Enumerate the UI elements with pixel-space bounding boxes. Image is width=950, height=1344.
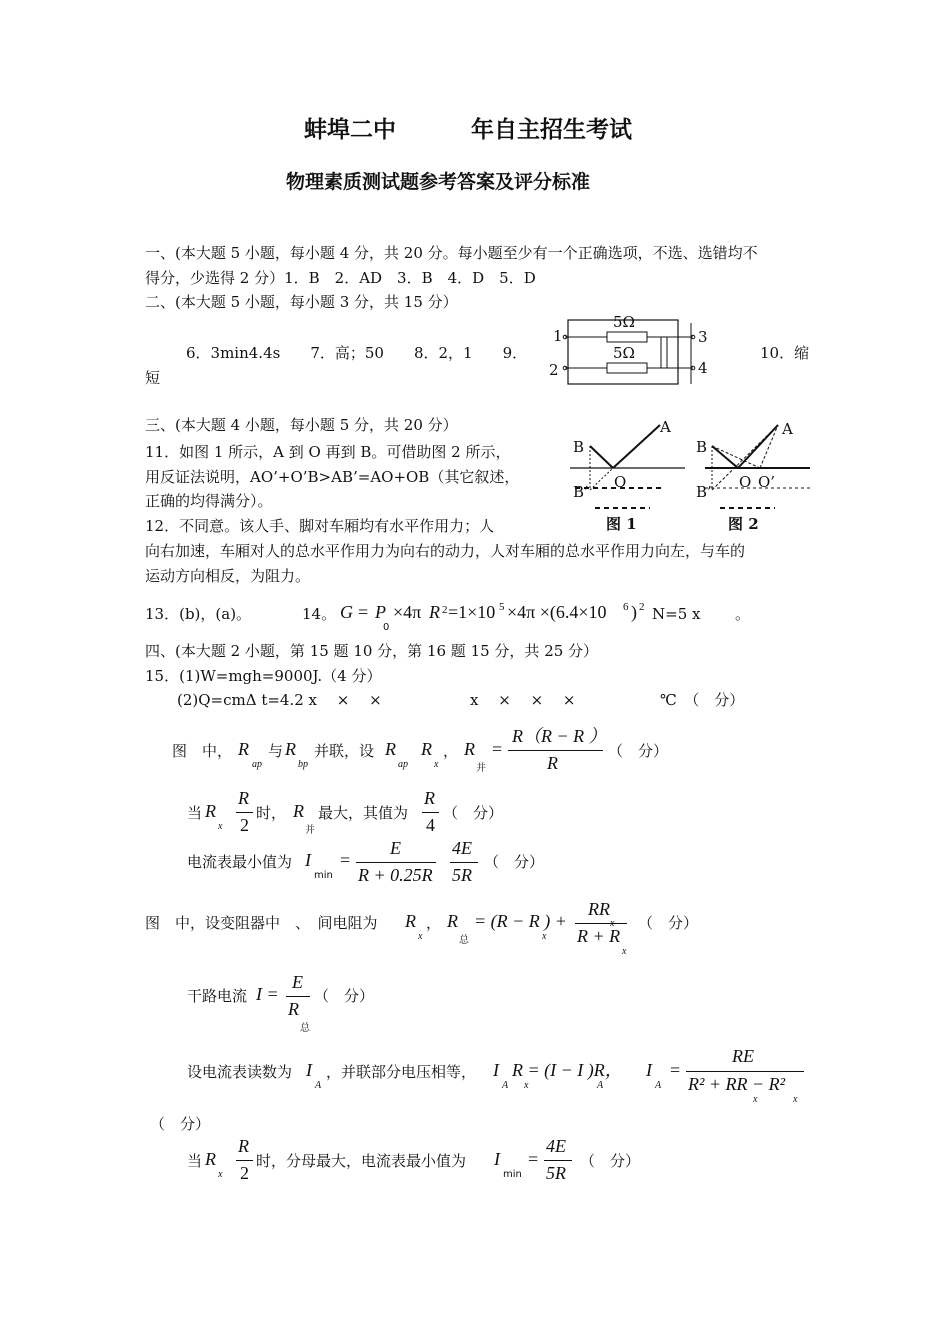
f3-eq: = xyxy=(340,850,351,870)
f6-sub-A: A xyxy=(315,1080,322,1091)
f6-sub-x2: x xyxy=(753,1094,758,1105)
f2-den: 2 xyxy=(240,815,249,835)
s4-header: 四、(本大题 2 小题，第 15 题 10 分，第 16 题 15 分，共 25 分） xyxy=(145,642,599,660)
q14-eq2: =1×10 xyxy=(448,602,496,622)
f7-num2: 4E xyxy=(546,1136,566,1156)
q13-answer: 13．(b)，(a)。 xyxy=(145,605,252,623)
f1-score: （ 分） xyxy=(608,742,669,760)
f6-num: RE xyxy=(732,1046,754,1066)
q14-R: R xyxy=(429,602,440,622)
f5-lead: 干路电流 xyxy=(187,987,248,1005)
s3-header: 三、(本大题 4 小题，每小题 5 分，共 20 分） xyxy=(145,416,458,434)
circuit-terminal-4: 4 xyxy=(698,359,708,377)
f1-sub-bing: 并 xyxy=(476,763,486,774)
circuit-r-top: 5Ω xyxy=(613,313,635,331)
f2-mid: 时， xyxy=(256,804,287,822)
q14-num: 14。 xyxy=(302,605,337,623)
f3-score: （ 分） xyxy=(484,853,545,871)
fig2-label-B: B xyxy=(696,438,708,456)
f4-eq: = (R − R ) + xyxy=(474,911,567,931)
f3-lead: 电流表最小值为 xyxy=(187,853,293,871)
fig2-label-Bprime: B’ xyxy=(696,483,712,501)
f4-R: R xyxy=(405,911,416,931)
s1-line2: 得分，少选得 2 分）1．B 2．AD 3．B 4．D 5．D xyxy=(145,269,536,287)
s1-line1: 一、(本大题 5 小题，每小题 4 分，共 20 分。每小题至少有一个正确选项，不选、选错均不 xyxy=(145,244,758,262)
f1-sub-ap: ap xyxy=(252,759,262,770)
f3-sub-min: min xyxy=(314,870,333,881)
f7-fraction-bar xyxy=(236,1160,253,1161)
circuit-terminal-2: 2 xyxy=(549,361,559,379)
fig1-label-A: A xyxy=(660,418,671,436)
q11-line2: 用反证法说明，AO’+O’B>AB’=AO+OB（其它叙述， xyxy=(145,468,520,486)
fig2-label-O: O xyxy=(739,473,752,491)
f6-expr: R = (I − I )R， xyxy=(512,1060,623,1080)
fig1-caption: 图 1 xyxy=(606,515,637,533)
f3-I: I xyxy=(305,850,311,870)
q12-line1: 12．不同意。该人手、脚对车厢均有水平作用力；人 xyxy=(145,517,495,535)
f5-den: R xyxy=(288,999,299,1019)
f2-num: R xyxy=(238,788,249,808)
f7-sub-x: x xyxy=(218,1169,223,1180)
q11-line1: 11．如图 1 所示，A 到 O 再到 B。可借助图 2 所示， xyxy=(145,443,511,461)
f3-num: E xyxy=(390,838,401,858)
q14-P: P xyxy=(375,602,386,622)
f3-den: R + 0.25R xyxy=(358,865,433,885)
f1-eq: = xyxy=(492,739,503,759)
f1-num: R（R − R ） xyxy=(512,726,607,746)
f2-sub-bing: 并 xyxy=(305,825,315,836)
f6-I: I xyxy=(306,1060,312,1080)
q15-part2b: x × × × xyxy=(470,691,576,709)
fig1-label-B: B xyxy=(573,438,585,456)
q10-part1: 10．缩 xyxy=(760,344,810,362)
circuit-terminal-1: 1 xyxy=(553,327,563,345)
f4-sub-x: x xyxy=(418,931,423,942)
q15-part2a: (2)Q=cmΔ t=4.2 x × × xyxy=(177,691,382,709)
f4-comma: ， xyxy=(426,914,442,932)
q14-dot: 。 xyxy=(735,605,751,623)
f1-sub-x: x xyxy=(434,759,439,770)
q14-eq: = xyxy=(358,602,369,622)
f7-mid: 时，分母最大，电流表最小值为 xyxy=(256,1152,467,1170)
fig2-caption: 图 2 xyxy=(728,515,759,533)
f1-comma: ， xyxy=(443,742,459,760)
f5-fraction-bar xyxy=(286,996,310,997)
q11-line3: 正确的均得满分）。 xyxy=(145,492,273,510)
f4-sub-x4: x xyxy=(622,946,627,957)
fig1-label-Bprime: B’ xyxy=(573,483,589,501)
f7-R: R xyxy=(205,1149,216,1169)
s2-answers: 6．3min4.4s 7．高；50 8．2，1 9． xyxy=(186,344,528,362)
f3-fraction-bar xyxy=(356,862,436,863)
f2-mid2: 最大，其值为 xyxy=(318,804,409,822)
f6-lead: 设电流表读数为 xyxy=(187,1063,293,1081)
f3-num2: 4E xyxy=(452,838,472,858)
f1-R-ap2: R xyxy=(385,739,396,759)
q15-part2c: ℃ （ 分） xyxy=(660,691,745,709)
f1-bl: 并联，设 xyxy=(314,742,375,760)
q14-times2: ×4π ×(6.4×10 xyxy=(507,602,607,622)
f4-R-zong: R xyxy=(447,911,458,931)
f1-R-bing: R xyxy=(464,739,475,759)
f4-score: （ 分） xyxy=(638,914,699,932)
title-exam: 年自主招生考试 xyxy=(471,117,632,143)
q14-exp2: 2 xyxy=(442,604,448,616)
f1-fraction-bar xyxy=(508,750,603,751)
q14-tail: N=5 x xyxy=(652,605,701,623)
q12-line2: 向右加速，车厢对人的总水平作用力为向右的动力，人对车厢的总水平作用力向左，与车的 xyxy=(145,542,746,560)
f1-sub-bp: bp xyxy=(298,759,308,770)
f2-R-bing: R xyxy=(293,801,304,821)
q14-P-sub: 0 xyxy=(383,622,390,633)
f4-fraction-bar xyxy=(575,923,627,924)
f6-sub-A4: A xyxy=(655,1080,662,1091)
f3-den2: 5R xyxy=(452,865,472,885)
f7-fraction-bar2 xyxy=(544,1160,572,1161)
f1-R-ap: R xyxy=(238,739,249,759)
f6-sub-x3: x xyxy=(793,1094,798,1105)
q14-exp2b: 2 xyxy=(639,601,645,613)
q14-times1: ×4π xyxy=(393,602,422,622)
fig2-label-A: A xyxy=(782,420,793,438)
f5-I: I = xyxy=(256,984,279,1004)
f7-num: R xyxy=(238,1136,249,1156)
f6-eq: = xyxy=(670,1060,681,1080)
subtitle: 物理素质测试题参考答案及评分标准 xyxy=(286,171,591,193)
f4-sub-zong: 总 xyxy=(459,935,469,946)
f6-sub-x: x xyxy=(524,1080,529,1091)
f6-sub-A3: A xyxy=(597,1080,604,1091)
f2-R: R xyxy=(205,801,216,821)
q14-close: ) xyxy=(631,602,637,622)
f5-sub-zong: 总 xyxy=(300,1023,310,1034)
f2-score: （ 分） xyxy=(443,804,504,822)
fig1-label-O: O xyxy=(614,473,627,491)
f1-den: R xyxy=(547,753,558,773)
f4-num: RR xyxy=(588,899,610,919)
q14-exp6: 6 xyxy=(623,601,629,613)
f4-lead: 图 中，设变阻器中 、 间电阻为 xyxy=(145,914,378,932)
q15-part1: 15．(1)W=mgh=9000J.（4 分） xyxy=(145,667,382,685)
f6-score: （ 分） xyxy=(150,1115,211,1133)
s2-header: 二、(本大题 5 小题，每小题 3 分，共 15 分） xyxy=(145,293,458,311)
f6-I2: I xyxy=(493,1060,499,1080)
f2-den2: 4 xyxy=(426,815,435,835)
f1-yu: 与 xyxy=(268,742,284,760)
f2-num2: R xyxy=(424,788,435,808)
f2-fraction-bar2 xyxy=(422,812,439,813)
figure-2 xyxy=(700,420,815,515)
f4-den: R + R xyxy=(577,926,621,946)
f5-score: （ 分） xyxy=(314,987,375,1005)
f2-fraction-bar xyxy=(236,812,253,813)
f1-lead: 图 中， xyxy=(172,742,233,760)
f1-R-bp: R xyxy=(285,739,296,759)
f7-I: I xyxy=(494,1149,500,1169)
circuit-r-bottom: 5Ω xyxy=(613,344,635,362)
f7-sub-min: min xyxy=(503,1169,522,1180)
f1-sub-ap2: ap xyxy=(398,759,408,770)
circuit-terminal-3: 3 xyxy=(698,328,708,346)
f5-num: E xyxy=(292,972,303,992)
f6-fraction-bar xyxy=(686,1071,804,1072)
f7-den: 2 xyxy=(240,1163,249,1183)
f2-lead: 当 xyxy=(187,804,203,822)
f3-fraction-bar2 xyxy=(450,862,478,863)
q14-G: G xyxy=(340,602,353,622)
f2-sub-x: x xyxy=(218,821,223,832)
f7-lead: 当 xyxy=(187,1152,203,1170)
q10-part2: 短 xyxy=(145,369,161,387)
f4-sub-x2: x xyxy=(542,931,547,942)
title-school: 蚌埠二中 xyxy=(304,117,396,143)
f6-den: R² + RR − R² xyxy=(688,1074,786,1094)
q14-exp5: 5 xyxy=(499,601,505,613)
f6-mid: ，并联部分电压相等， xyxy=(326,1063,477,1081)
f7-den2: 5R xyxy=(546,1163,566,1183)
f6-I3: I xyxy=(646,1060,652,1080)
f7-score: （ 分） xyxy=(580,1152,641,1170)
f1-R-x: R xyxy=(421,739,432,759)
q12-line3: 运动方向相反，为阻力。 xyxy=(145,567,311,585)
fig2-label-Oprime: O’ xyxy=(758,473,776,491)
f7-eq: = xyxy=(528,1149,539,1169)
f6-sub-A2: A xyxy=(502,1080,509,1091)
